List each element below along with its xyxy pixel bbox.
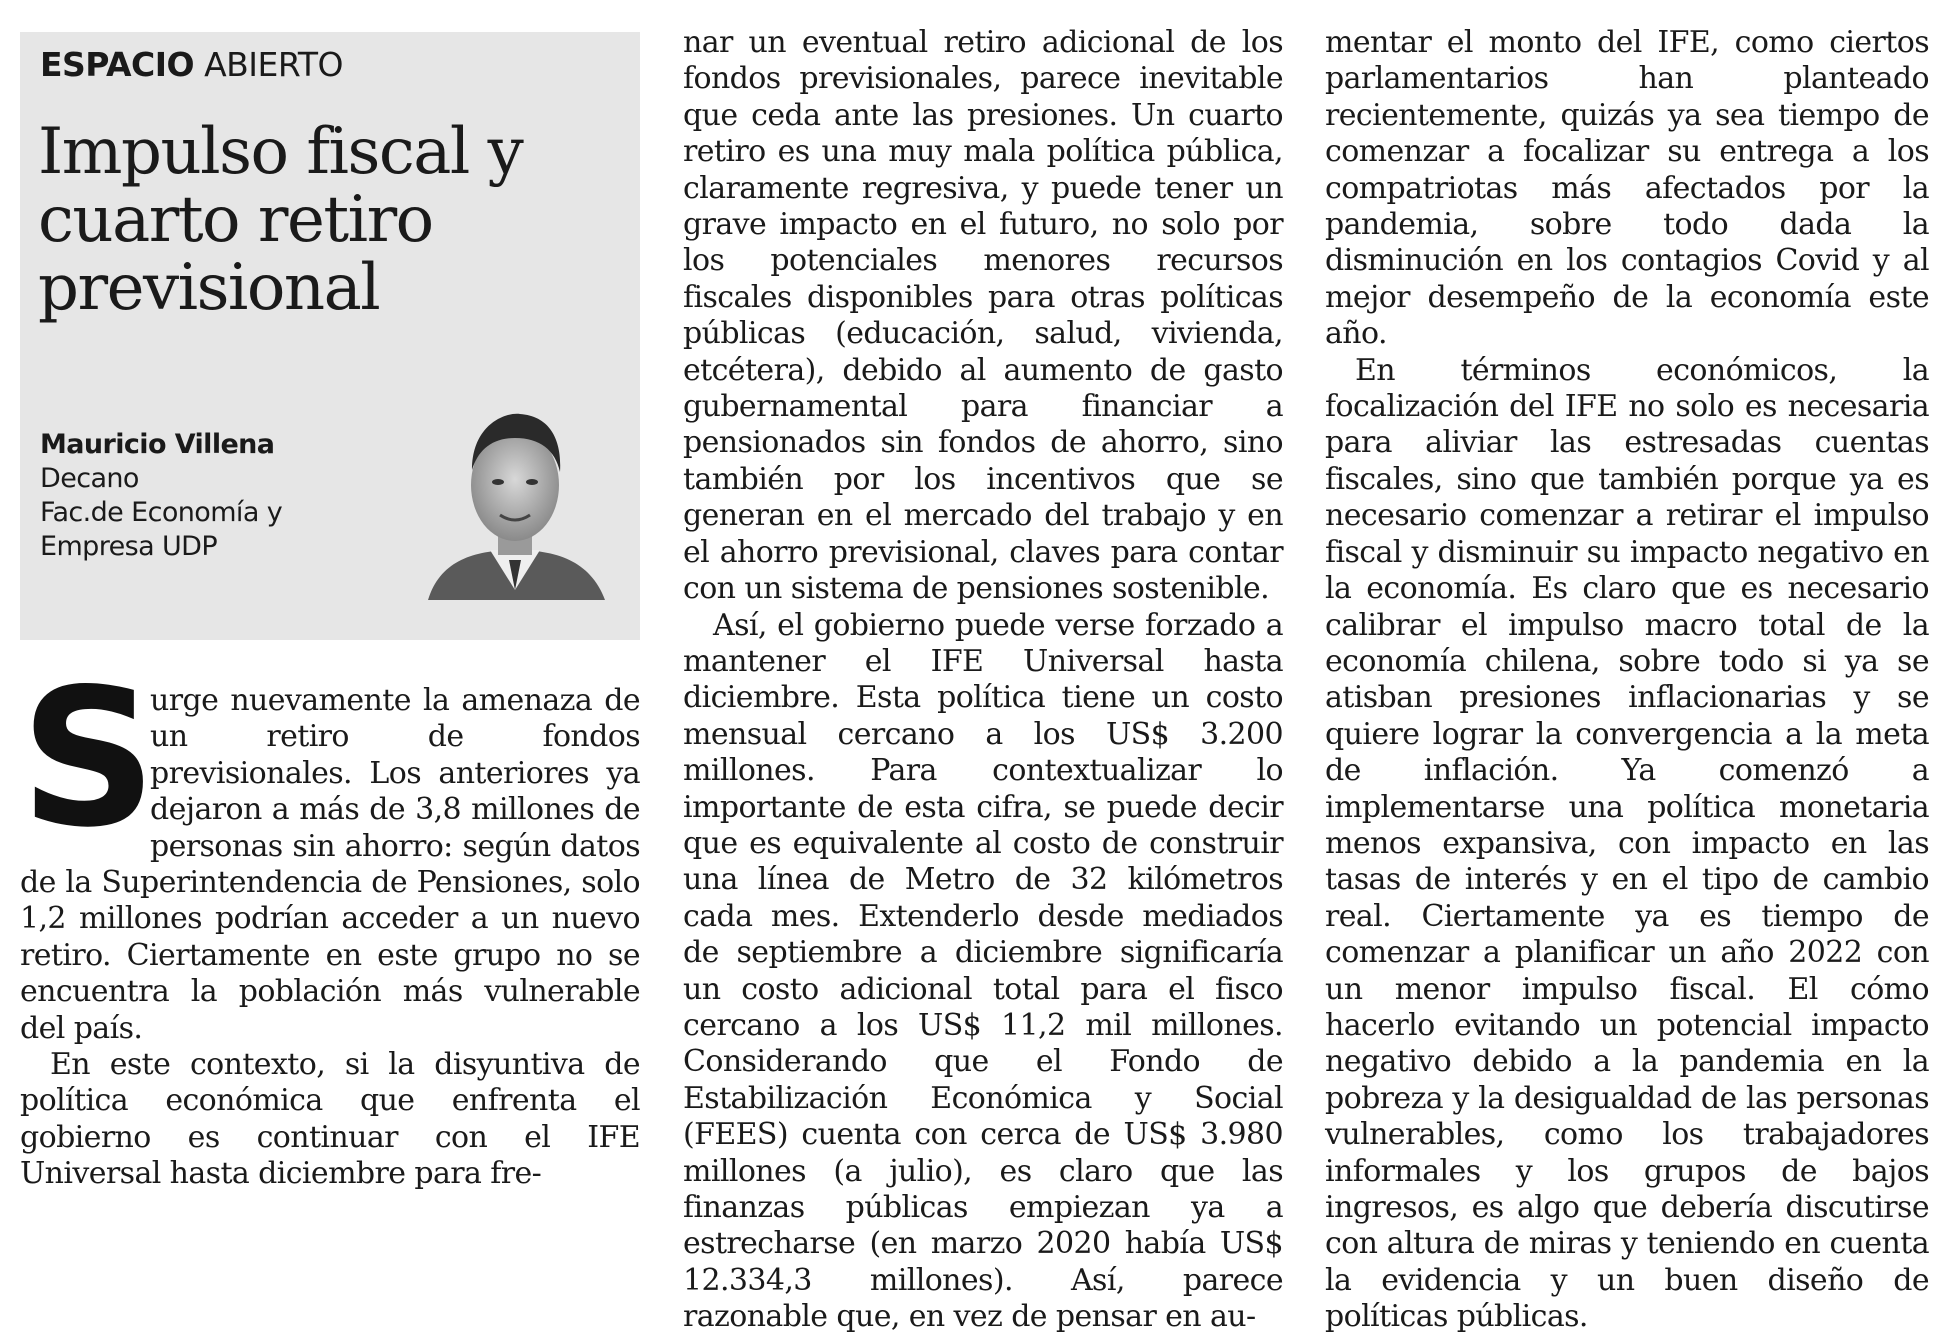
paragraph-1-text: urge nuevamente la amenaza de un retiro de fondos previsionales. Los anteriores ya dejaron a más de 3,8 millones de personas sin ahorro: según datos de la Superintendencia de Pensiones, solo 1,2 millones podrían acceder a un nuevo retiro. Ciertamente en este grupo no se encuentra la población más vulnerable del país. — [20, 683, 640, 1046]
author-byline — [40, 428, 282, 564]
column-3 — [1325, 25, 1929, 1336]
column-1 — [20, 648, 640, 1193]
paragraph-2-part-2: nar un eventual retiro adicional de los fondos previsionales, parece inevitable que ceda ante las presiones. Un cuarto retiro es una muy mala política pública, claramente regresiva, y puede tener un grave impacto en el futuro, no solo por los potenciales menores recursos fiscales disponibles para otras políticas públicas (educación, salud, vivienda, etcétera), debido al aumento de gasto gubernamental para financiar a pensionados sin fondos de ahorro, sino también por los incentivos que se generan en el mercado del trabajo y en el ahorro previsional, claves para contar con un sistema de pensiones sostenible. — [683, 25, 1283, 607]
section-kicker — [40, 45, 343, 84]
paragraph-3-part-1: Así, el gobierno puede verse forzado a mantener el IFE Universal hasta diciembre. Esta política tiene un costo mensual cercano a los US$ 3.200 millones. Para contextualizar lo importante de esta cifra, se puede decir que es equivalente al costo de construir una línea de Metro de 32 kilómetros cada mes. Extenderlo desde mediados de septiembre a diciembre significaría un costo adicional total para el fisco cercano a los US$ 11,2 mil millones. Considerando que el Fondo de Estabilización Económica y Social (FEES) cuenta con cerca de US$ 3.980 millones (a julio), es claro que las finanzas públicas empiezan ya a estrecharse (en marzo 2020 había US$ 12.334,3 millones). Así, parece razonable que, en vez de pensar en au- — [683, 607, 1283, 1335]
article-title — [38, 115, 598, 325]
kicker-normal: ABIERTO — [204, 45, 344, 84]
author-name: Mauricio Villena — [40, 429, 275, 460]
drop-cap: S — [20, 648, 157, 869]
paragraph-2-part-1: En este contexto, si la disyuntiva de política económica que enfrenta el gobierno es continuar con el IFE Universal hasta diciembre para fre- — [20, 1047, 640, 1192]
column-2 — [683, 25, 1283, 1336]
paragraph-1 — [20, 648, 640, 1047]
paragraph-4: En términos económicos, la focalización del IFE no solo es necesaria para aliviar las estresadas cuentas fiscales, sino que también porque ya es necesario comenzar a retirar el impulso fiscal y disminuir su impacto negativo en la economía. Es claro que es necesario calibrar el impulso macro total de la economía chilena, sobre todo si ya se atisban presiones inflacionarias y se quiere lograr la convergencia a la meta de inflación. Ya comenzó a implementarse una política monetaria menos expansiva, con impacto en las tasas de interés y en el tipo de cambio real. Ciertamente ya es tiempo de comenzar a planificar un año 2022 con un menor impulso fiscal. El cómo hacerlo evitando un potencial impacto negativo debido a la pandemia en la pobreza y la desigualdad de las personas vulnerables, como los trabajadores informales y los grupos de bajos ingresos, es algo que debería discutirse con altura de miras y teniendo en cuenta la evidencia y un buen diseño de políticas públicas. — [1325, 352, 1929, 1335]
title-line-2: cuarto retiro — [38, 183, 433, 257]
author-org-line-2: Empresa UDP — [40, 531, 218, 562]
author-org-line-1: Fac.de Economía y — [40, 497, 283, 528]
title-line-1: Impulso fiscal y — [38, 115, 523, 189]
paragraph-3-part-2: mentar el monto del IFE, como ciertos parlamentarios han planteado recientemente, quizás ya sea tiempo de comenzar a focalizar su entrega a los compatriotas más afectados por la pandemia, sobre todo dada la disminución en los contagios Covid y al mejor desempeño de la economía este año. — [1325, 25, 1929, 352]
author-portrait — [420, 400, 610, 600]
kicker-bold: ESPACIO — [40, 45, 195, 84]
title-line-3: previsional — [38, 251, 380, 325]
author-role: Decano — [40, 463, 139, 494]
